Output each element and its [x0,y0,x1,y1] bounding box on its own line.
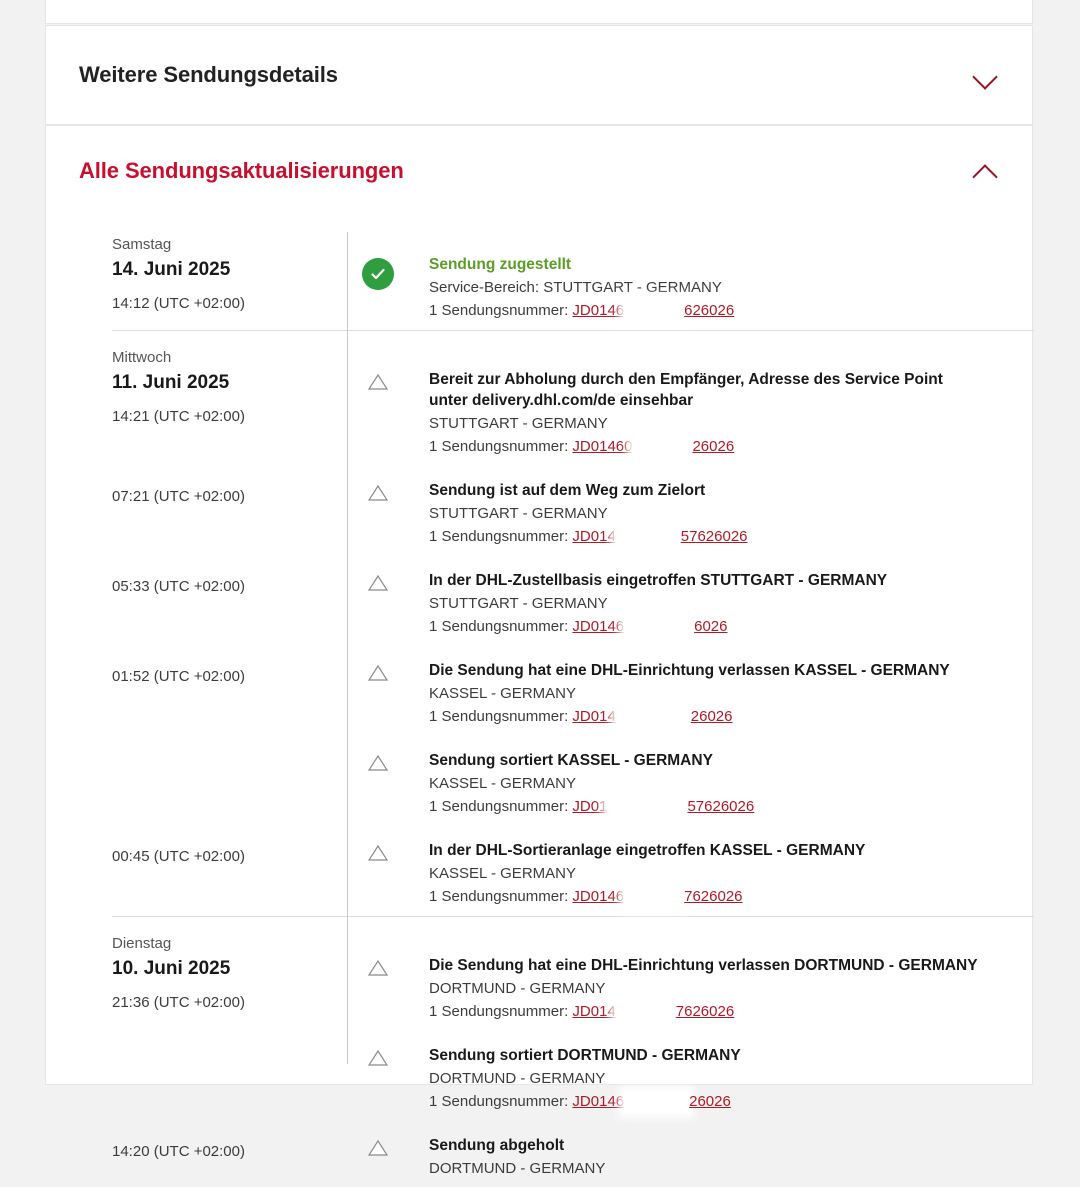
tracking-number-label: 1 Sendungsnummer: [429,528,573,546]
event-timestamp: 14:12 (UTC +02:00) [112,295,245,312]
tracking-number-link-suffix[interactable]: 26026 [690,708,733,726]
tracking-number-link[interactable]: JD0146 [572,1093,625,1111]
redacted-tracking-segment [624,1091,689,1113]
event-body-column [429,660,999,728]
event-title: Sendung sortiert DORTMUND - GERMANY [429,1047,741,1065]
triangle-icon [368,844,388,860]
event-location: KASSEL - GERMANY [429,775,576,793]
timeline-day-group [79,331,999,916]
timeline-event [79,556,999,646]
event-time-column [79,750,349,818]
event-timestamp: 00:45 (UTC +02:00) [112,848,245,866]
tracking-number-link-suffix[interactable]: 626026 [684,302,735,319]
timeline-day-group [79,216,999,330]
event-weekday: Dienstag [112,935,172,953]
event-title: Sendung zugestellt [429,256,572,273]
event-marker-column [349,660,429,728]
event-tracking-number [429,706,979,728]
shipment-details-header[interactable] [46,26,1032,124]
tracking-number-link-suffix[interactable]: 57626026 [687,798,755,816]
event-marker-column [349,570,429,638]
event-title: Die Sendung hat eine DHL-Einrichtung verlassen KASSEL - GERMANY [429,662,950,680]
event-tracking-number [429,616,979,638]
event-timestamp: 14:21 (UTC +02:00) [112,408,245,426]
event-body-column [429,347,999,458]
event-title: Die Sendung hat eine DHL-Einrichtung verlassen DORTMUND - GERMANY [429,957,978,975]
event-date: 14. Juni 2025 [112,259,231,280]
tracking-number-link[interactable]: JD0146 [572,618,625,636]
event-time-column [79,660,349,728]
tracking-number-link-suffix[interactable]: 7626026 [684,888,743,906]
triangle-icon-svg [368,574,388,591]
tracking-number-link[interactable]: JD01 [572,798,608,816]
shipment-details-title: Weitere Sendungsdetails [79,62,338,87]
timeline-day-group [79,917,999,1187]
event-location: STUTTGART - GERMANY [429,595,608,613]
event-location: DORTMUND - GERMANY [429,1070,606,1088]
event-weekday: Mittwoch [112,349,172,367]
tracking-number-label: 1 Sendungsnummer: [429,618,573,636]
event-location: DORTMUND - GERMANY [429,1160,606,1178]
event-tracking-number [429,526,979,548]
event-body-column [429,570,999,638]
event-marker-column [349,933,429,1023]
tracking-number-link[interactable]: JD0146 [572,302,625,319]
timeline-event [79,216,999,330]
triangle-icon-svg [368,959,388,976]
event-body-column [429,1045,999,1113]
event-tracking-number [429,796,979,818]
timeline-event [79,826,999,916]
tracking-number-label: 1 Sendungsnummer: [429,798,573,816]
timeline-event [79,917,999,1031]
event-body-column [429,840,999,908]
triangle-icon-svg [368,844,388,861]
triangle-icon-svg [368,664,388,681]
event-timestamp: 01:52 (UTC +02:00) [112,668,245,686]
redacted-tracking-segment [624,300,684,322]
tracking-number-label: 1 Sendungsnummer: [429,1093,573,1111]
tracking-number-link[interactable]: JD014 [572,1003,616,1021]
tracking-number-link-suffix[interactable]: 6026 [694,618,728,636]
tracking-number-link[interactable]: JD0146 [572,888,625,906]
event-location: DORTMUND - GERMANY [429,980,606,998]
event-time-column [79,480,349,548]
tracking-number-link[interactable]: JD01460 [572,438,633,456]
event-location: KASSEL - GERMANY [429,865,576,883]
redacted-tracking-segment [632,436,692,458]
triangle-icon-svg [368,754,388,771]
redacted-tracking-segment [616,706,691,728]
event-date: 11. Juni 2025 [112,372,230,394]
event-timestamp: 07:21 (UTC +02:00) [112,488,245,506]
timeline-event [79,1121,999,1187]
tracking-number-link[interactable]: JD014 [572,528,616,546]
event-title: In der DHL-Sortieranlage eingetroffen KASSEL - GERMANY [429,842,866,860]
event-timestamp: 21:36 (UTC +02:00) [112,994,245,1012]
event-tracking-number [429,1091,979,1113]
event-time-column [79,570,349,638]
event-tracking-number [429,1001,979,1023]
tracking-number-label: 1 Sendungsnummer: [429,708,573,726]
event-location: Service-Bereich: STUTTGART - GERMANY [429,279,722,296]
event-time-column [79,840,349,908]
event-location: STUTTGART - GERMANY [429,505,608,523]
redacted-tracking-segment [624,886,684,908]
redacted-tracking-segment [616,526,681,548]
tracking-number-link-suffix[interactable]: 26026 [689,1093,731,1111]
event-title: In der DHL-Zustellbasis eingetroffen STUTTGART - GERMANY [429,572,888,590]
check-circle-icon [362,258,394,290]
tracking-number-label: 1 Sendungsnummer: [429,1003,573,1021]
triangle-icon-svg [368,484,388,501]
triangle-icon [368,484,388,500]
event-marker-column [349,347,429,458]
triangle-icon-svg [368,1139,388,1156]
event-time-column [79,1135,349,1179]
shipment-details-accordion[interactable] [45,25,1033,125]
tracking-number-link-suffix[interactable]: 57626026 [680,528,748,546]
event-date: 10. Juni 2025 [112,958,231,980]
triangle-icon [368,373,388,389]
previous-section-card [45,0,1033,24]
tracking-number-link-suffix[interactable]: 7626026 [675,1003,735,1021]
redacted-tracking-segment [607,796,687,818]
event-body-column [429,234,999,322]
updates-timeline [46,216,1032,1187]
triangle-icon [368,664,388,680]
triangle-icon-svg [368,373,388,390]
tracking-number-label: 1 Sendungsnummer: [429,438,573,456]
event-body-column [429,933,999,1023]
event-title: Sendung sortiert KASSEL - GERMANY [429,752,713,770]
event-time-column [79,1045,349,1113]
event-marker-column [349,234,429,322]
timeline-event [79,1031,999,1121]
chevron-up-icon[interactable] [973,158,999,184]
event-location: STUTTGART - GERMANY [429,415,608,433]
tracking-number-label: 1 Sendungsnummer: [429,888,573,906]
event-marker-column [349,1045,429,1113]
triangle-icon [368,574,388,590]
event-title: Sendung ist auf dem Weg zum Zielort [429,482,706,500]
event-weekday: Samstag [112,236,172,253]
event-time-column [79,933,349,1023]
timeline-event [79,331,999,466]
event-title: Bereit zur Abholung durch den Empfänger, Adresse des Service Point unter delivery.dhl.com/de einsehbar [429,371,943,410]
event-timestamp: 14:20 (UTC +02:00) [112,1143,245,1161]
event-marker-column [349,840,429,908]
event-marker-column [349,750,429,818]
timeline-vertical-line [347,232,348,1064]
triangle-icon [368,959,388,975]
triangle-icon-svg [368,1049,388,1066]
triangle-icon [368,1049,388,1065]
shipment-updates-accordion [45,125,1033,1178]
event-marker-column [349,1135,429,1179]
timeline-event [79,736,999,826]
event-timestamp: 05:33 (UTC +02:00) [112,578,245,596]
event-marker-column [349,480,429,548]
triangle-icon [368,754,388,770]
event-time-column [79,234,349,322]
timeline-event [79,646,999,736]
event-body-column [429,750,999,818]
tracking-number-link[interactable]: JD014 [572,708,616,726]
event-time-column [79,347,349,458]
timeline-event [79,466,999,556]
event-tracking-number [429,436,979,458]
tracking-number-label: 1 Sendungsnummer: [429,302,573,319]
shipment-updates-title: Alle Sendungsaktualisierungen [79,158,404,183]
chevron-down-icon[interactable] [973,62,999,88]
event-location: KASSEL - GERMANY [429,685,576,703]
triangle-icon [368,1139,388,1155]
redacted-tracking-segment [616,1001,676,1023]
shipment-updates-header[interactable] [46,126,1032,216]
redacted-tracking-segment [624,616,694,638]
event-title: Sendung abgeholt [429,1137,565,1155]
event-body-column [429,480,999,548]
tracking-number-link-suffix[interactable]: 26026 [692,438,735,456]
event-tracking-number [429,300,979,322]
event-body-column [429,1135,999,1179]
event-tracking-number [429,886,979,908]
